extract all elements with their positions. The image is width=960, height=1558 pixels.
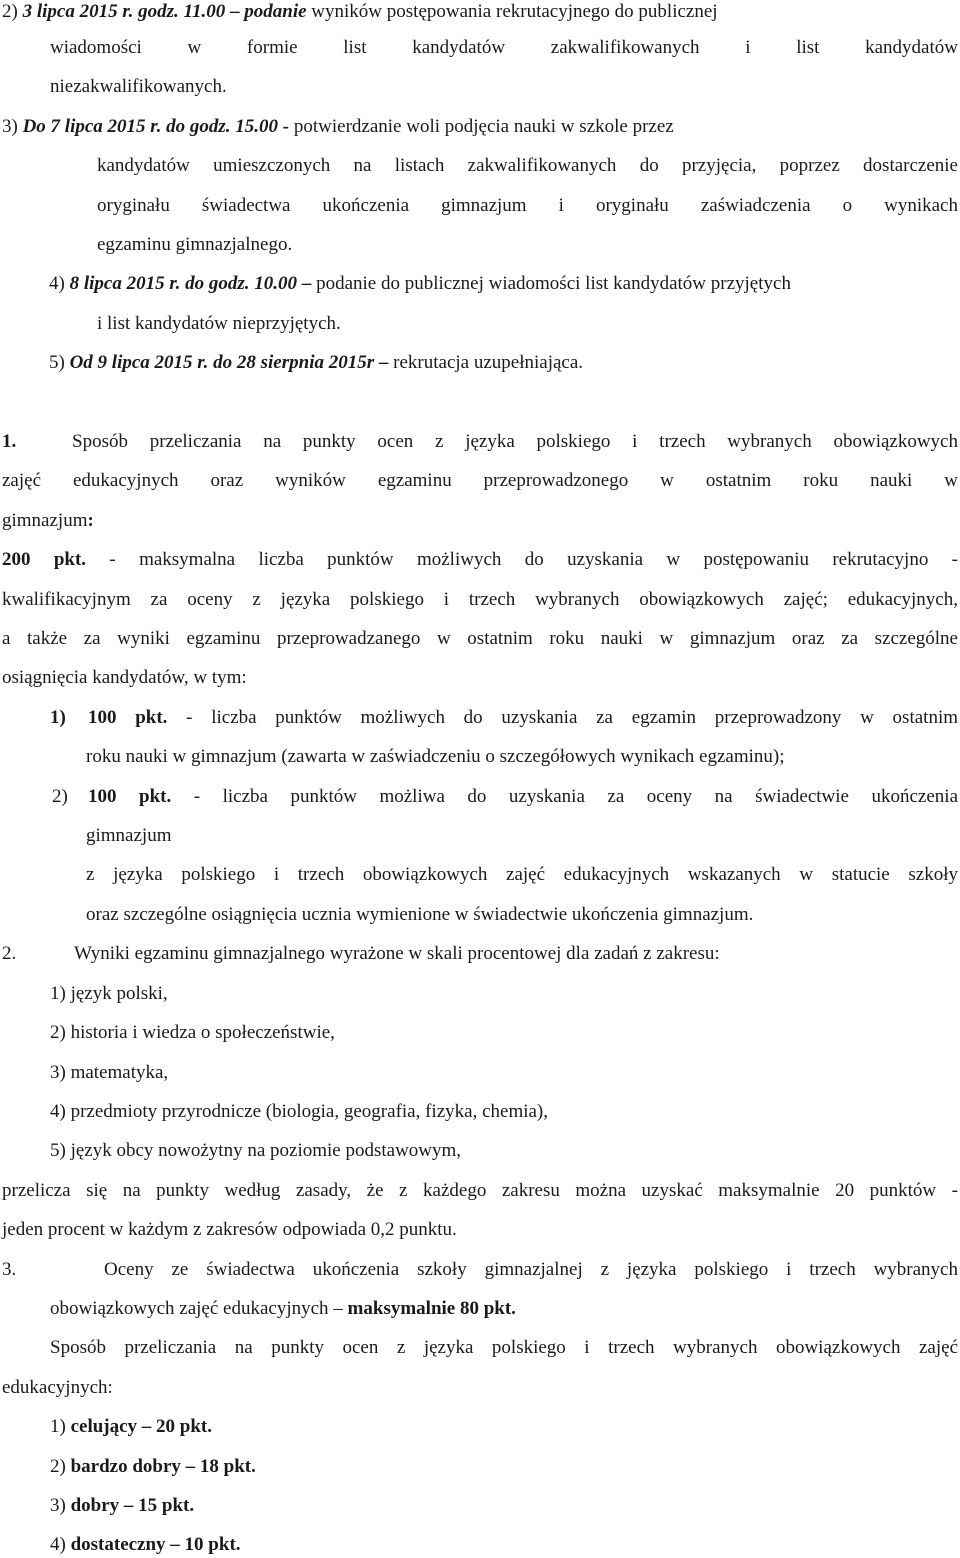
schedule-item-4-line-2: i list kandydatów nieprzyjętych. <box>97 313 341 334</box>
sub-2-line-2: gimnazjum <box>86 825 172 846</box>
schedule-item-5-date: Od 9 lipca 2015 r. do 28 sierpnia 2015r <box>69 352 375 373</box>
section-3-line-2: obowiązkowych zajęć edukacyjnych – maksymalnie 80 pkt. <box>50 1298 516 1319</box>
schedule-item-3-line-3: oryginału świadectwa ukończenia gimnazjum i oryginału zaświadczenia o wynikach <box>97 195 958 216</box>
schedule-item-3-line-4: egzaminu gimnazjalnego. <box>97 234 293 255</box>
grade-item-3: 3) dobry – 15 pkt. <box>50 1495 195 1516</box>
section-2-intro: Wyniki egzaminu gimnazjalnego wyrażone w skali procentowej dla zadań z zakresu: <box>74 943 720 964</box>
schedule-item-3-date: Do 7 lipca 2015 r. do godz. 15.00 - <box>22 116 290 137</box>
section-1-max-line-1: 200 pkt. - maksymalna liczba punktów możliwych do uzyskania w postępowaniu rekrutacyjno - <box>2 549 959 570</box>
section-2-rule-1: przelicza się na punkty według zasady, że z każdego zakresu można uzyskać maksymalnie 20 punktów - <box>2 1180 958 1201</box>
section-1-max-line-3: a także za wyniki egzaminu przeprowadzanego w ostatnim roku nauki w gimnazjum oraz za szczególne <box>2 628 958 649</box>
section-3-line-1: Oceny ze świadectwa ukończenia szkoły gimnazjalnej z języka polskiego i trzech wybranych <box>104 1259 958 1280</box>
sub-1-number: 1) <box>50 707 66 728</box>
section-1-number: 1. <box>2 431 17 452</box>
section-3-method-1: Sposób przeliczania na punkty ocen z języka polskiego i trzech wybranych obowiązkowych zajęć <box>50 1337 958 1358</box>
schedule-item-2-date: 3 lipca 2015 r. godz. 11.00 <box>22 1 226 22</box>
schedule-item-5: 5) Od 9 lipca 2015 r. do 28 sierpnia 2015r – rekrutacja uzupełniająca. <box>49 352 584 373</box>
sub-1-line-1: 100 pkt. - liczba punktów możliwych do uzyskania za egzamin przeprowadzony w ostatnim <box>88 707 958 728</box>
schedule-item-3-line-1: 3) Do 7 lipca 2015 r. do godz. 15.00 - potwierdzanie woli podjęcia nauki w szkole przez <box>2 116 674 137</box>
section-1-max-line-2: kwalifikacyjnym za oceny z języka polskiego i trzech wybranych obowiązkowych zajęć; edukacyjnych, <box>2 589 958 610</box>
section-3-method-2: edukacyjnych: <box>2 1377 113 1398</box>
schedule-item-2-line-3: niezakwalifikowanych. <box>50 76 227 97</box>
range-item-4: 4) przedmioty przyrodnicze (biologia, geografia, fizyka, chemia), <box>50 1101 549 1122</box>
schedule-item-4-date: 8 lipca 2015 r. do godz. 10.00 <box>69 273 298 294</box>
sub-2-line-3: z języka polskiego i trzech obowiązkowych zajęć edukacyjnych wskazanych w statucie szkoły <box>86 864 958 885</box>
section-1-line-3: gimnazjum: <box>2 510 94 531</box>
section-3-max: maksymalnie 80 pkt. <box>347 1298 516 1319</box>
schedule-item-2-line-1: 2) 3 lipca 2015 r. godz. 11.00 – podanie wyników postępowania rekrutacyjnego do publicznej <box>2 1 718 22</box>
section-1-line-1: Sposób przeliczania na punkty ocen z języka polskiego i trzech wybranych obowiązkowych <box>72 431 958 452</box>
section-3-number: 3. <box>2 1259 17 1280</box>
section-2-number: 2. <box>2 943 17 964</box>
range-item-3: 3) matematyka, <box>50 1062 169 1083</box>
range-item-2: 2) historia i wiedza o społeczeństwie, <box>50 1022 335 1043</box>
section-2-rule-2: jeden procent w każdym z zakresów odpowiada 0,2 punktu. <box>2 1219 457 1240</box>
sub-2-line-1: 100 pkt. - liczba punktów możliwa do uzyskania za oceny na świadectwie ukończenia <box>88 786 959 807</box>
section-1-line-2: zajęć edukacyjnych oraz wyników egzaminu przeprowadzonego w ostatnim roku nauki w <box>2 470 958 491</box>
grade-item-1: 1) celujący – 20 pkt. <box>50 1416 213 1437</box>
schedule-item-3-line-2: kandydatów umieszczonych na listach zakwalifikowanych do przyjęcia, poprzez dostarczenie <box>97 155 958 176</box>
section-1-max-line-4: osiągnięcia kandydatów, w tym: <box>2 667 247 688</box>
range-item-5: 5) język obcy nowożytny na poziomie podstawowym, <box>50 1140 462 1161</box>
max-points-label: 200 pkt. <box>2 549 87 570</box>
schedule-item-2-line-2: wiadomości w formie list kandydatów zakwalifikowanych i list kandydatów <box>50 37 958 58</box>
schedule-item-4-line-1: 4) 8 lipca 2015 r. do godz. 10.00 – podanie do publicznej wiadomości list kandydatów przyjętych <box>49 273 791 294</box>
sub-2-line-4: oraz szczególne osiągnięcia ucznia wymienione w świadectwie ukończenia gimnazjum. <box>86 904 754 925</box>
grade-item-4: 4) dostateczny – 10 pkt. <box>50 1534 241 1555</box>
range-item-1: 1) język polski, <box>50 983 168 1004</box>
grade-item-2: 2) bardzo dobry – 18 pkt. <box>50 1456 256 1477</box>
sub-1-line-2: roku nauki w gimnazjum (zawarta w zaświadczeniu o szczegółowych wynikach egzaminu); <box>86 746 785 767</box>
sub-2-number: 2) <box>52 786 68 807</box>
